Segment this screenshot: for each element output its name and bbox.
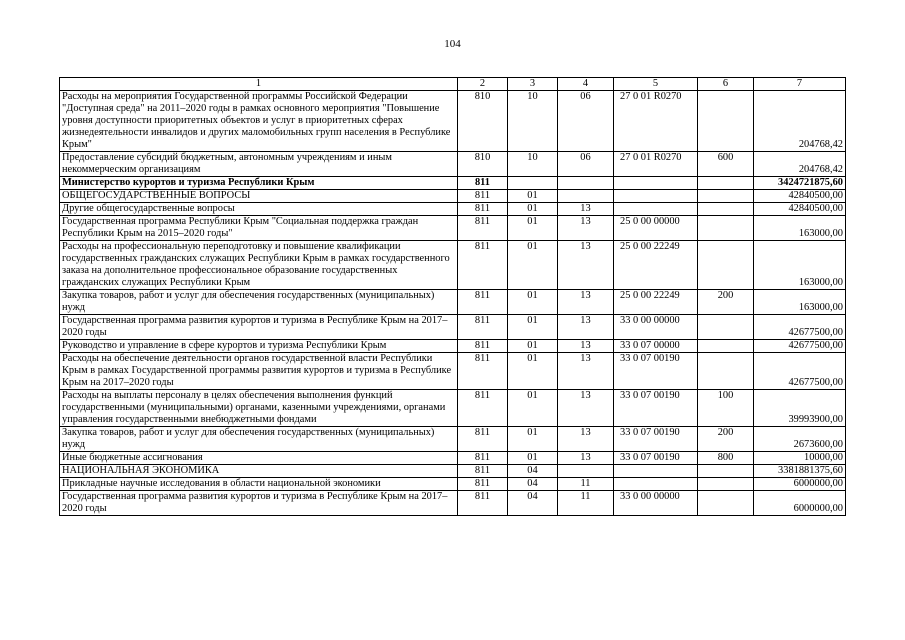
row-amount: 42840500,00 [754, 203, 846, 216]
row-subsection-code: 13 [558, 315, 614, 340]
row-amount: 163000,00 [754, 216, 846, 241]
row-expense-type [698, 91, 754, 152]
row-amount: 163000,00 [754, 241, 846, 290]
table-row [60, 152, 846, 177]
row-description: ОБЩЕГОСУДАРСТВЕННЫЕ ВОПРОСЫ [60, 190, 458, 203]
row-expense-type [698, 353, 754, 390]
row-subsection-code: 13 [558, 353, 614, 390]
table-row [60, 478, 846, 491]
row-description: Прикладные научные исследования в области национальной экономики [60, 478, 458, 491]
row-section-code: 01 [508, 452, 558, 465]
row-ministry-code: 811 [458, 203, 508, 216]
row-target-article [614, 478, 698, 491]
row-ministry-code: 811 [458, 452, 508, 465]
column-header: 7 [754, 78, 846, 91]
row-expense-type: 200 [698, 427, 754, 452]
row-target-article [614, 203, 698, 216]
row-amount: 6000000,00 [754, 491, 846, 516]
row-target-article: 33 0 00 00000 [614, 491, 698, 516]
row-subsection-code: 11 [558, 491, 614, 516]
row-subsection-code: 06 [558, 152, 614, 177]
row-expense-type [698, 478, 754, 491]
row-target-article [614, 190, 698, 203]
row-expense-type [698, 241, 754, 290]
row-target-article: 33 0 07 00190 [614, 390, 698, 427]
row-amount: 204768,42 [754, 91, 846, 152]
row-expense-type [698, 491, 754, 516]
row-ministry-code: 811 [458, 465, 508, 478]
row-ministry-code: 811 [458, 190, 508, 203]
row-section-code: 01 [508, 353, 558, 390]
row-subsection-code: 13 [558, 241, 614, 290]
row-subsection-code: 11 [558, 478, 614, 491]
row-description: Расходы на мероприятия Государственной программы Российской Федерации "Доступная среда" на 2011–2020 годы в рамках основного мероприятия "Повышение уровня доступности приоритетных объектов и услуг в приоритетных сферах жизнедеятельности инвалидов и других маломобильных групп населения в Республике Крым" [60, 91, 458, 152]
table-row [60, 390, 846, 427]
row-subsection-code [558, 465, 614, 478]
table-row [60, 190, 846, 203]
table-row [60, 216, 846, 241]
row-amount: 10000,00 [754, 452, 846, 465]
row-ministry-code: 811 [458, 491, 508, 516]
row-description: Иные бюджетные ассигнования [60, 452, 458, 465]
row-expense-type: 200 [698, 290, 754, 315]
row-section-code: 01 [508, 315, 558, 340]
row-ministry-code: 811 [458, 315, 508, 340]
table-row [60, 491, 846, 516]
row-subsection-code: 06 [558, 91, 614, 152]
table-row [60, 91, 846, 152]
row-subsection-code: 13 [558, 216, 614, 241]
row-ministry-code: 810 [458, 152, 508, 177]
row-expense-type [698, 203, 754, 216]
row-target-article [614, 177, 698, 190]
row-section-code: 01 [508, 340, 558, 353]
row-section-code: 04 [508, 478, 558, 491]
row-expense-type [698, 465, 754, 478]
row-ministry-code: 811 [458, 216, 508, 241]
row-amount: 42677500,00 [754, 353, 846, 390]
row-description: Закупка товаров, работ и услуг для обеспечения государственных (муниципальных) нужд [60, 290, 458, 315]
row-description: Расходы на выплаты персоналу в целях обеспечения выполнения функций государственными (муниципальными) органами, казенными учреждениями, органами управления государственными внебюджетными фондами [60, 390, 458, 427]
row-subsection-code: 13 [558, 340, 614, 353]
table-row [60, 241, 846, 290]
row-description: НАЦИОНАЛЬНАЯ ЭКОНОМИКА [60, 465, 458, 478]
row-description: Государственная программа развития курортов и туризма в Республике Крым на 2017–2020 годы [60, 491, 458, 516]
row-subsection-code: 13 [558, 452, 614, 465]
row-section-code: 01 [508, 427, 558, 452]
row-ministry-code: 811 [458, 427, 508, 452]
row-ministry-code: 811 [458, 390, 508, 427]
row-description: Закупка товаров, работ и услуг для обеспечения государственных (муниципальных) нужд [60, 427, 458, 452]
row-target-article: 27 0 01 R0270 [614, 91, 698, 152]
column-header: 6 [698, 78, 754, 91]
row-expense-type: 600 [698, 152, 754, 177]
table-row [60, 427, 846, 452]
row-section-code: 01 [508, 290, 558, 315]
row-ministry-code: 811 [458, 290, 508, 315]
row-section-code: 01 [508, 190, 558, 203]
row-ministry-code: 810 [458, 91, 508, 152]
row-target-article: 33 0 00 00000 [614, 315, 698, 340]
row-ministry-code: 811 [458, 353, 508, 390]
budget-table [59, 77, 846, 516]
row-expense-type [698, 216, 754, 241]
table-row [60, 452, 846, 465]
row-amount: 39993900,00 [754, 390, 846, 427]
row-ministry-code: 811 [458, 241, 508, 290]
row-amount: 3424721875,60 [754, 177, 846, 190]
row-amount: 3381881375,60 [754, 465, 846, 478]
row-description: Другие общегосударственные вопросы [60, 203, 458, 216]
column-header: 3 [508, 78, 558, 91]
row-section-code: 04 [508, 491, 558, 516]
table-row [60, 315, 846, 340]
row-subsection-code: 13 [558, 290, 614, 315]
row-expense-type: 100 [698, 390, 754, 427]
row-target-article: 25 0 00 22249 [614, 241, 698, 290]
row-ministry-code: 811 [458, 340, 508, 353]
row-section-code: 01 [508, 390, 558, 427]
row-amount: 42677500,00 [754, 315, 846, 340]
row-section-code: 04 [508, 465, 558, 478]
row-section-code: 01 [508, 216, 558, 241]
row-expense-type: 800 [698, 452, 754, 465]
row-section-code: 10 [508, 91, 558, 152]
row-section-code: 01 [508, 203, 558, 216]
row-amount: 42840500,00 [754, 190, 846, 203]
row-amount: 42677500,00 [754, 340, 846, 353]
row-target-article: 25 0 00 00000 [614, 216, 698, 241]
row-subsection-code [558, 190, 614, 203]
row-subsection-code [558, 177, 614, 190]
row-section-code: 01 [508, 241, 558, 290]
table-row [60, 340, 846, 353]
table-row [60, 353, 846, 390]
row-amount: 6000000,00 [754, 478, 846, 491]
row-target-article [614, 465, 698, 478]
row-target-article: 33 0 07 00190 [614, 452, 698, 465]
row-amount: 2673600,00 [754, 427, 846, 452]
table-header-row [60, 78, 846, 91]
row-expense-type [698, 340, 754, 353]
row-ministry-code: 811 [458, 478, 508, 491]
row-subsection-code: 13 [558, 203, 614, 216]
column-header: 1 [60, 78, 458, 91]
row-expense-type [698, 177, 754, 190]
row-target-article: 25 0 00 22249 [614, 290, 698, 315]
row-description: Расходы на профессиональную переподготовку и повышение квалификации государственных гражданских служащих Республики Крым в рамках государственного заказа на дополнительное профессиональное образование государственных гражданских служащих Республики Крым [60, 241, 458, 290]
column-header: 5 [614, 78, 698, 91]
row-subsection-code: 13 [558, 427, 614, 452]
row-expense-type [698, 315, 754, 340]
row-description: Руководство и управление в сфере курортов и туризма Республики Крым [60, 340, 458, 353]
table-row [60, 465, 846, 478]
row-description: Государственная программа развития курортов и туризма в Республике Крым на 2017–2020 годы [60, 315, 458, 340]
row-description: Расходы на обеспечение деятельности органов государственной власти Республики Крым в рамках Государственной программы развития курортов и туризма в Республике Крым на 2017–2020 годы [60, 353, 458, 390]
row-target-article: 33 0 07 00190 [614, 427, 698, 452]
table-row [60, 177, 846, 190]
row-target-article: 33 0 07 00000 [614, 340, 698, 353]
row-target-article: 27 0 01 R0270 [614, 152, 698, 177]
page-number: 104 [444, 38, 461, 50]
row-expense-type [698, 190, 754, 203]
table-row [60, 290, 846, 315]
row-ministry-code: 811 [458, 177, 508, 190]
row-subsection-code: 13 [558, 390, 614, 427]
table-row [60, 203, 846, 216]
row-description: Министерство курортов и туризма Республики Крым [60, 177, 458, 190]
row-section-code: 10 [508, 152, 558, 177]
row-target-article: 33 0 07 00190 [614, 353, 698, 390]
column-header: 4 [558, 78, 614, 91]
row-description: Государственная программа Республики Крым "Социальная поддержка граждан Республики Крым на 2015–2020 годы" [60, 216, 458, 241]
row-amount: 163000,00 [754, 290, 846, 315]
row-description: Предоставление субсидий бюджетным, автономным учреждениям и иным некоммерческим организациям [60, 152, 458, 177]
row-section-code [508, 177, 558, 190]
column-header: 2 [458, 78, 508, 91]
row-amount: 204768,42 [754, 152, 846, 177]
